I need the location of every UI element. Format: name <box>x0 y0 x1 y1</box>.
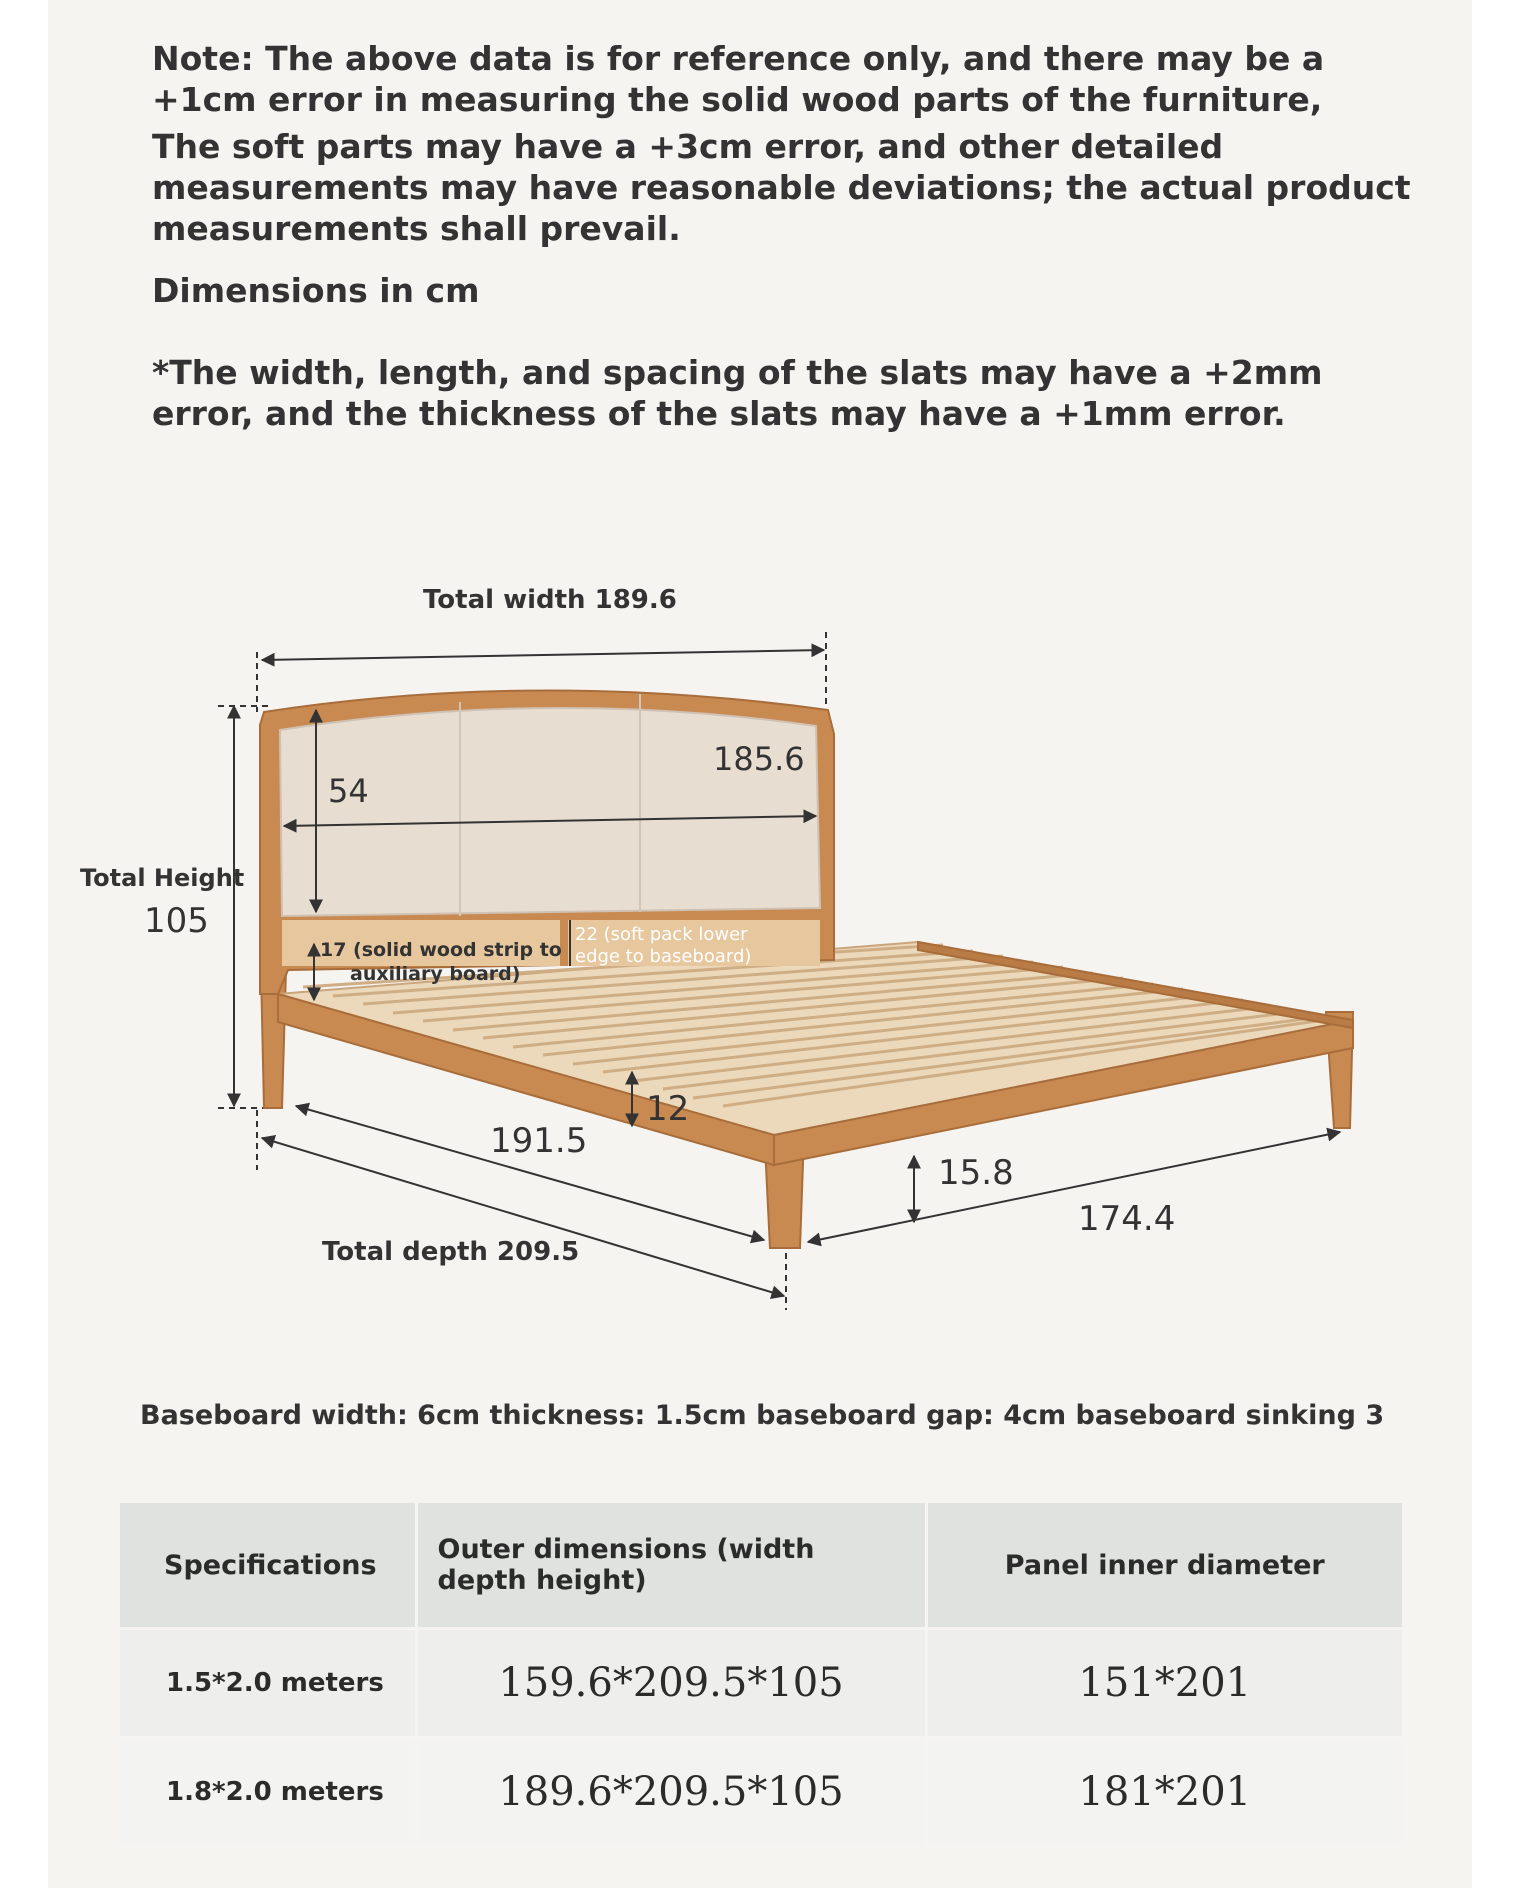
strip-label-line-1: 17 (solid wood strip to <box>320 939 562 961</box>
inner-length-label: 191.5 <box>490 1121 588 1161</box>
baseboard-info: Baseboard width: 6cm thickness: 1.5cm baseboard gap: 4cm baseboard sinking 3 <box>140 1400 1385 1431</box>
total-height-label: Total Height <box>80 864 245 892</box>
row-spec: 1.5*2.0 meters <box>120 1629 416 1738</box>
note-units: Dimensions in cm <box>152 271 480 310</box>
total-height-value: 105 <box>144 901 209 941</box>
note-soft-parts: The soft parts may have a +3cm error, and other detailed measurements may have reasonable deviations; the actual product measurements shall prevail. <box>152 127 1411 248</box>
row-inner: 151*201 <box>926 1629 1402 1738</box>
spec-table <box>120 1503 1402 1845</box>
total-depth-label: Total depth 209.5 <box>322 1237 580 1267</box>
row-outer: 159.6*209.5*105 <box>416 1629 926 1738</box>
table-row <box>120 1629 1402 1738</box>
soft-pack-label-line-2: edge to baseboard) <box>575 946 752 967</box>
row-spec: 1.8*2.0 meters <box>120 1738 416 1846</box>
bed-dimension-diagram <box>48 560 1472 1340</box>
note-reference: Note: The above data is for reference only, and there may be a +1cm error in measuring the solid wood parts of the furniture, <box>152 39 1325 119</box>
row-outer: 189.6*209.5*105 <box>416 1738 926 1846</box>
headboard-width-label: 185.6 <box>713 740 805 778</box>
strip-label-line-2: auxiliary board) <box>350 963 521 985</box>
product-spec-page <box>48 0 1472 1888</box>
header-specifications: Specifications <box>120 1503 416 1629</box>
leg-clearance-label: 15.8 <box>938 1153 1014 1193</box>
inner-width-label: 174.4 <box>1078 1199 1176 1239</box>
table-header-row <box>120 1503 1402 1629</box>
headboard-height-label: 54 <box>328 772 369 810</box>
header-panel-inner: Panel inner diameter <box>926 1503 1402 1629</box>
note-slats: *The width, length, and spacing of the slats may have a +2mm error, and the thickness of the slats may have a +1mm error. <box>152 353 1323 433</box>
header-outer-dimensions: Outer dimensions (width depth height) <box>416 1503 926 1629</box>
row-inner: 181*201 <box>926 1738 1402 1846</box>
table-row <box>120 1738 1402 1846</box>
total-width-label: Total width 189.6 <box>423 585 677 615</box>
frame-height-label: 12 <box>646 1089 690 1129</box>
soft-pack-label-line-1: 22 (soft pack lower <box>575 924 748 945</box>
